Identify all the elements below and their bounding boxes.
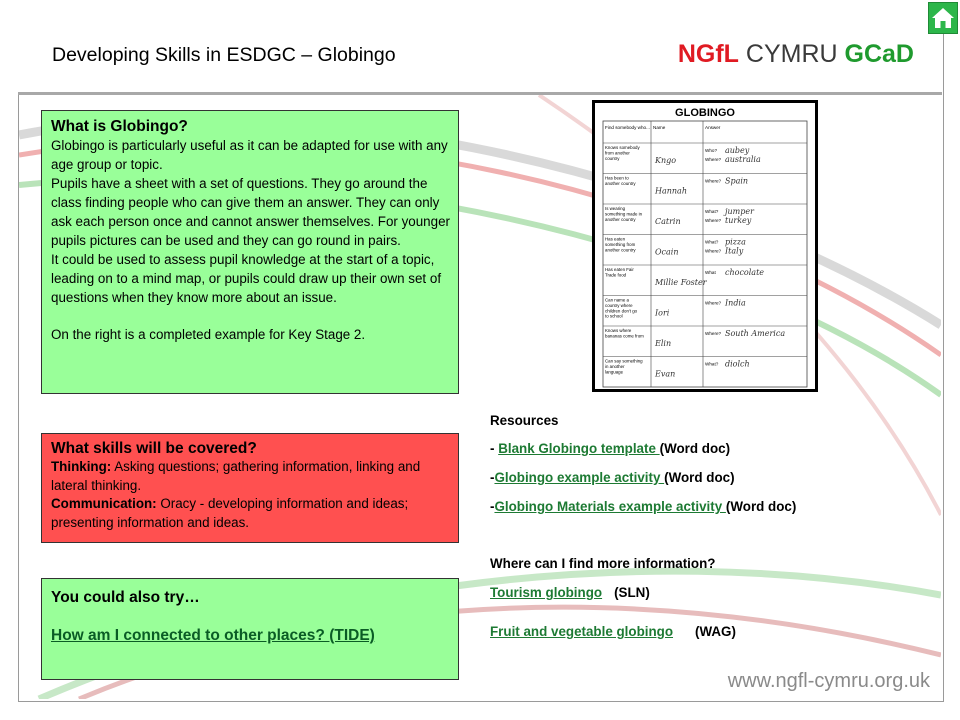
more-info-source: (WAG)	[695, 624, 736, 639]
sheet-answer: Spain	[725, 176, 749, 186]
resource-prefix: -	[490, 470, 495, 485]
sheet-name: Ocain	[655, 247, 679, 257]
resource-suffix: (Word doc)	[664, 470, 735, 485]
blank-template-link[interactable]: Blank Globingo template	[498, 441, 660, 456]
what-is-globingo-box	[41, 110, 459, 394]
sheet-question: to school	[605, 313, 623, 319]
sheet-prompt: Where?	[705, 178, 722, 184]
sheet-name: Catrin	[655, 217, 681, 226]
sheet-prompt: Where?	[705, 157, 722, 162]
more-info-item-1	[490, 585, 650, 600]
tide-link[interactable]: How am I connected to other places? (TIDE)	[51, 627, 375, 644]
sheet-question: Has been to	[605, 175, 629, 181]
what-para-1: Globingo is particularly useful as it can be adapted for use with any age group or topic.	[51, 138, 448, 172]
sheet-name: Hannah	[655, 186, 687, 196]
more-info-source: (SLN)	[614, 585, 650, 600]
what-para-3: It could be used to assess pupil knowledge at the start of a topic, leading on to a mind map, or pupils could draw up their own set of questions when they know more about an issue.	[51, 252, 442, 305]
more-info-heading: Where can I find more information?	[490, 556, 716, 571]
sheet-name: Iori	[655, 308, 670, 318]
sheet-question: another country	[605, 180, 636, 186]
resource-item-3	[490, 499, 796, 514]
sheet-col-name: Name	[653, 125, 666, 130]
sheet-answer: Italy	[725, 246, 744, 256]
header-bar	[18, 20, 942, 95]
also-try-box	[41, 578, 459, 680]
sheet-question: country where	[605, 302, 633, 308]
sheet-prompt: Who?	[705, 148, 718, 153]
example-activity-link[interactable]: Globingo example activity	[494, 470, 665, 485]
brand-gcad: GCaD	[844, 40, 914, 68]
thinking-label: Thinking:	[51, 459, 112, 474]
sheet-question: Knows somebody	[605, 145, 640, 150]
materials-activity-link[interactable]: Globingo Materials example activity	[494, 499, 726, 514]
sheet-prompt: What?	[705, 361, 719, 367]
sheet-answer: jumper	[725, 207, 754, 216]
skills-communication	[51, 495, 450, 532]
page-title: Developing Skills in ESDGC – Globingo	[52, 44, 396, 66]
fruit-veg-globingo-link[interactable]: Fruit and vegetable globingo	[490, 624, 674, 639]
sheet-prompt: What?	[705, 239, 719, 245]
sheet-prompt: Where?	[705, 331, 722, 336]
resource-item-2	[490, 470, 735, 485]
more-info-item-2	[490, 624, 736, 639]
skills-heading: What skills will be covered?	[51, 440, 257, 457]
sheet-question: Can say something	[605, 358, 643, 364]
what-heading: What is Globingo?	[51, 118, 188, 135]
thinking-text: Asking questions; gathering information, linking and lateral thinking.	[51, 459, 421, 493]
communication-text: Oracy - developing information and ideas; presenting information and ideas.	[51, 496, 409, 530]
sheet-question: children don't go	[605, 308, 638, 314]
sheet-name: Evan	[655, 369, 676, 379]
sheet-name: Millie Foster	[655, 278, 707, 287]
sheet-question: something made in	[605, 211, 643, 217]
sheet-question: language	[605, 369, 624, 375]
sheet-answer: pizza	[725, 237, 746, 247]
sheet-title: GLOBINGO	[675, 107, 735, 119]
sheet-name: Kngo	[655, 156, 677, 165]
globingo-sheet-image	[592, 100, 818, 392]
brand-cymru: CYMRU	[745, 40, 838, 68]
sheet-prompt: Where?	[705, 248, 722, 254]
also-heading: You could also try…	[51, 589, 200, 606]
resource-prefix: -	[490, 441, 499, 456]
sheet-answer: aubey	[725, 146, 750, 155]
sheet-col-find: Find somebody who...	[605, 125, 650, 130]
resource-item-1	[490, 441, 730, 456]
sheet-question: another country	[605, 247, 636, 253]
sheet-question: from another	[605, 150, 630, 156]
skills-box	[41, 433, 459, 543]
sheet-question: Knows where	[605, 328, 632, 333]
resource-suffix: (Word doc)	[659, 441, 731, 456]
sheet-question: something from	[605, 241, 636, 247]
sheet-answer: diolch	[725, 359, 750, 369]
sheet-question: in another	[605, 363, 625, 369]
sheet-question: Has eaten	[605, 236, 626, 242]
sheet-question: Has eaten Fair	[605, 267, 634, 272]
sheet-prompt: What	[705, 270, 716, 275]
resources-heading: Resources	[490, 413, 559, 428]
home-button[interactable]	[928, 2, 958, 34]
sheet-prompt: Where?	[705, 300, 722, 306]
sheet-answer: South America	[725, 329, 786, 338]
what-para-4: On the right is a completed example for Key Stage 2.	[51, 327, 366, 342]
resource-prefix: -	[490, 499, 495, 514]
sheet-question: Trade food	[605, 272, 627, 278]
resource-suffix: (Word doc)	[725, 499, 797, 514]
sheet-question: Is wearing	[605, 206, 626, 211]
what-para-2: Pupils have a sheet with a set of questions. They go around the class finding people who can give them an answer. They can only ask each person once and cannot answer themselves. For younger pupils pictures can be used and they can go round in pairs.	[51, 176, 450, 248]
sheet-name: Elin	[655, 339, 672, 348]
footer-url: www.ngfl-cymru.org.uk	[727, 670, 930, 692]
sheet-question: bananas come from	[605, 333, 644, 339]
home-icon	[929, 3, 957, 33]
communication-label: Communication:	[51, 496, 157, 511]
sheet-answer: chocolate	[725, 268, 765, 277]
sheet-prompt: Where?	[705, 218, 722, 223]
sheet-answer: turkey	[725, 216, 752, 225]
sheet-col-answer: Answer	[705, 125, 721, 130]
sheet-question: country	[605, 155, 620, 161]
sheet-question: Can name a	[605, 297, 629, 303]
sheet-question: another country	[605, 216, 636, 222]
tourism-globingo-link[interactable]: Tourism globingo	[490, 585, 603, 600]
sheet-answer: India	[725, 298, 746, 308]
brand-logo	[678, 40, 914, 69]
globingo-sheet-drawing	[595, 103, 815, 389]
sheet-answer: australia	[725, 155, 761, 164]
skills-thinking	[51, 458, 450, 495]
brand-ngfl: NGfL	[677, 40, 739, 68]
sheet-prompt: What?	[705, 209, 719, 214]
